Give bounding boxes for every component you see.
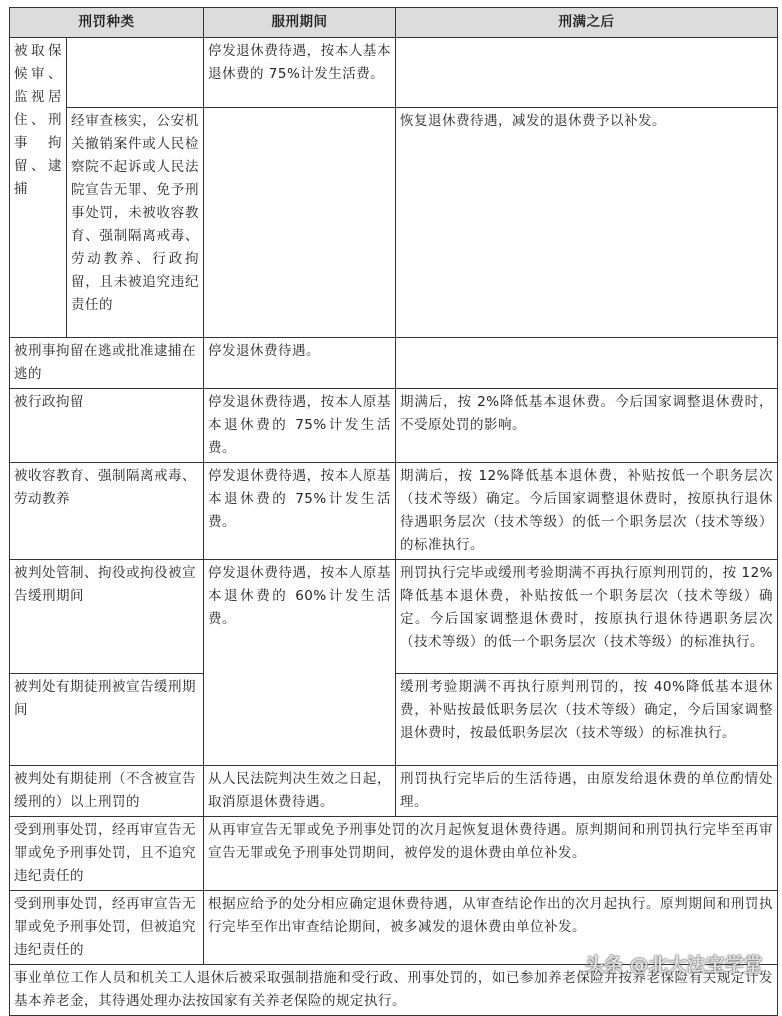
cell-after: 期满后，按 12%降低基本退休费，补贴按低一个职务层次（技术等级）确定。今后国家调整退休费时，按原执行退休待遇职务层次（技术等级）的低一个职务层次（技术等级）的标准执行。 (396, 463, 778, 560)
cell-after: 刑罚执行完毕后的生活待遇，由原发给退休费的单位酌情处理。 (396, 766, 778, 817)
cell-after: 刑罚执行完毕或缓刑考验期满不再执行原判刑罚的，按 12%降低基本退休费，补贴按低一个职务层次（技术等级）确定。今后国家调整退休费时，按原执行退休待遇职务层次（技术等级）的低一个职务层次（技术等级）的标准执行。 (396, 560, 778, 674)
header-serving-period: 服刑期间 (204, 8, 396, 38)
cell-period: 停发退休费待遇，按本人原基本退休费的 75%计发生活费。 (204, 389, 396, 463)
cell-empty (396, 338, 778, 389)
cell-label: 被判处有期徒刑（不含被宣告缓刑的）以上刑罚的 (10, 766, 204, 817)
cell-after: 期满后，按 2%降低基本退休费。今后国家调整退休费时，不受原处罚的影响。 (396, 389, 778, 463)
table-row (10, 389, 778, 463)
cell-after: 缓刑考验期满不再执行原判刑罚的，按 40%降低基本退休费，补贴按最低职务层次（技术等级）确定，今后国家调整退休费时，按最低职务层次（技术等级）的标准执行。 (396, 674, 778, 766)
table-row (10, 338, 778, 389)
cell-label: 受到刑事处罚，经再审宣告无罪或免予刑事处罚，且不追究违纪责任的 (10, 817, 204, 891)
header-row (10, 8, 778, 38)
cell-after: 恢复退休费待遇，减发的退休费予以补发。 (396, 108, 778, 338)
cell-label: 受到刑事处罚，经再审宣告无罪或免予刑事处罚，但被追究违纪责任的 (10, 891, 204, 965)
table-row (10, 38, 778, 108)
cell-period: 停发退休费待遇，按本人基本退休费的 75%计发生活费。 (204, 38, 396, 108)
table-row (10, 817, 778, 891)
table-row (10, 108, 778, 338)
cell-empty (204, 108, 396, 338)
cell-period: 从人民法院判决生效之日起，取消原退休费待遇。 (204, 766, 396, 817)
table-row (10, 463, 778, 560)
cell-sub-label: 经审查核实，公安机关撤销案件或人民检察院不起诉或人民法院宣告无罪、免予刑事处罚，未被收容教育、强制隔离戒毒、劳动教养、行政拘留，且未被追究违纪责任的 (67, 108, 204, 338)
footer-note: 事业单位工作人员和机关工人退休后被采取强制措施和受行政、刑事处罚的，如已参加养老保险并按养老保险有关规定计发基本养老金，其待遇处理办法按国家有关养老保险的规定执行。 (10, 965, 778, 1016)
cell-label: 被行政拘留 (10, 389, 204, 463)
cell-period: 停发退休费待遇。 (204, 338, 396, 389)
cell-period: 停发退休费待遇，按本人原基本退休费的 75%计发生活费。 (204, 463, 396, 560)
header-after-term: 刑满之后 (396, 8, 778, 38)
table-row (10, 766, 778, 817)
cell-empty (396, 38, 778, 108)
table-row (10, 560, 778, 674)
cell-label: 被取保候审、监视居住、刑事拘留、逮捕 (10, 38, 67, 338)
cell-label: 被刑事拘留在逃或批准逮捕在逃的 (10, 338, 204, 389)
cell-merged: 从再审宣告无罪或免予刑事处罚的次月起恢复退休费待遇。原判期间和刑罚执行完毕至再审宣告无罪或免予刑事处罚期间，被停发的退休费由单位补发。 (204, 817, 778, 891)
cell-label: 被判处管制、拘役或拘役被宣告缓刑期间 (10, 560, 204, 674)
cell-label: 被收容教育、强制隔离戒毒、劳动教养 (10, 463, 204, 560)
cell-label: 被判处有期徒刑被宣告缓刑期间 (10, 674, 204, 766)
cell-merged: 根据应给予的处分相应确定退休费待遇，从审查结论作出的次月起执行。原判期间和刑罚执行完毕至作出审查结论期间，被多减发的退休费由单位补发。 (204, 891, 778, 965)
header-penalty-type: 刑罚种类 (10, 8, 204, 38)
cell-period: 停发退休费待遇，按本人原基本退休费的 60%计发生活费。 (204, 560, 396, 766)
watermark: 头条 @北大法宝学堂 (585, 954, 763, 976)
retirement-penalty-table (9, 7, 778, 1016)
cell-empty (67, 38, 204, 108)
